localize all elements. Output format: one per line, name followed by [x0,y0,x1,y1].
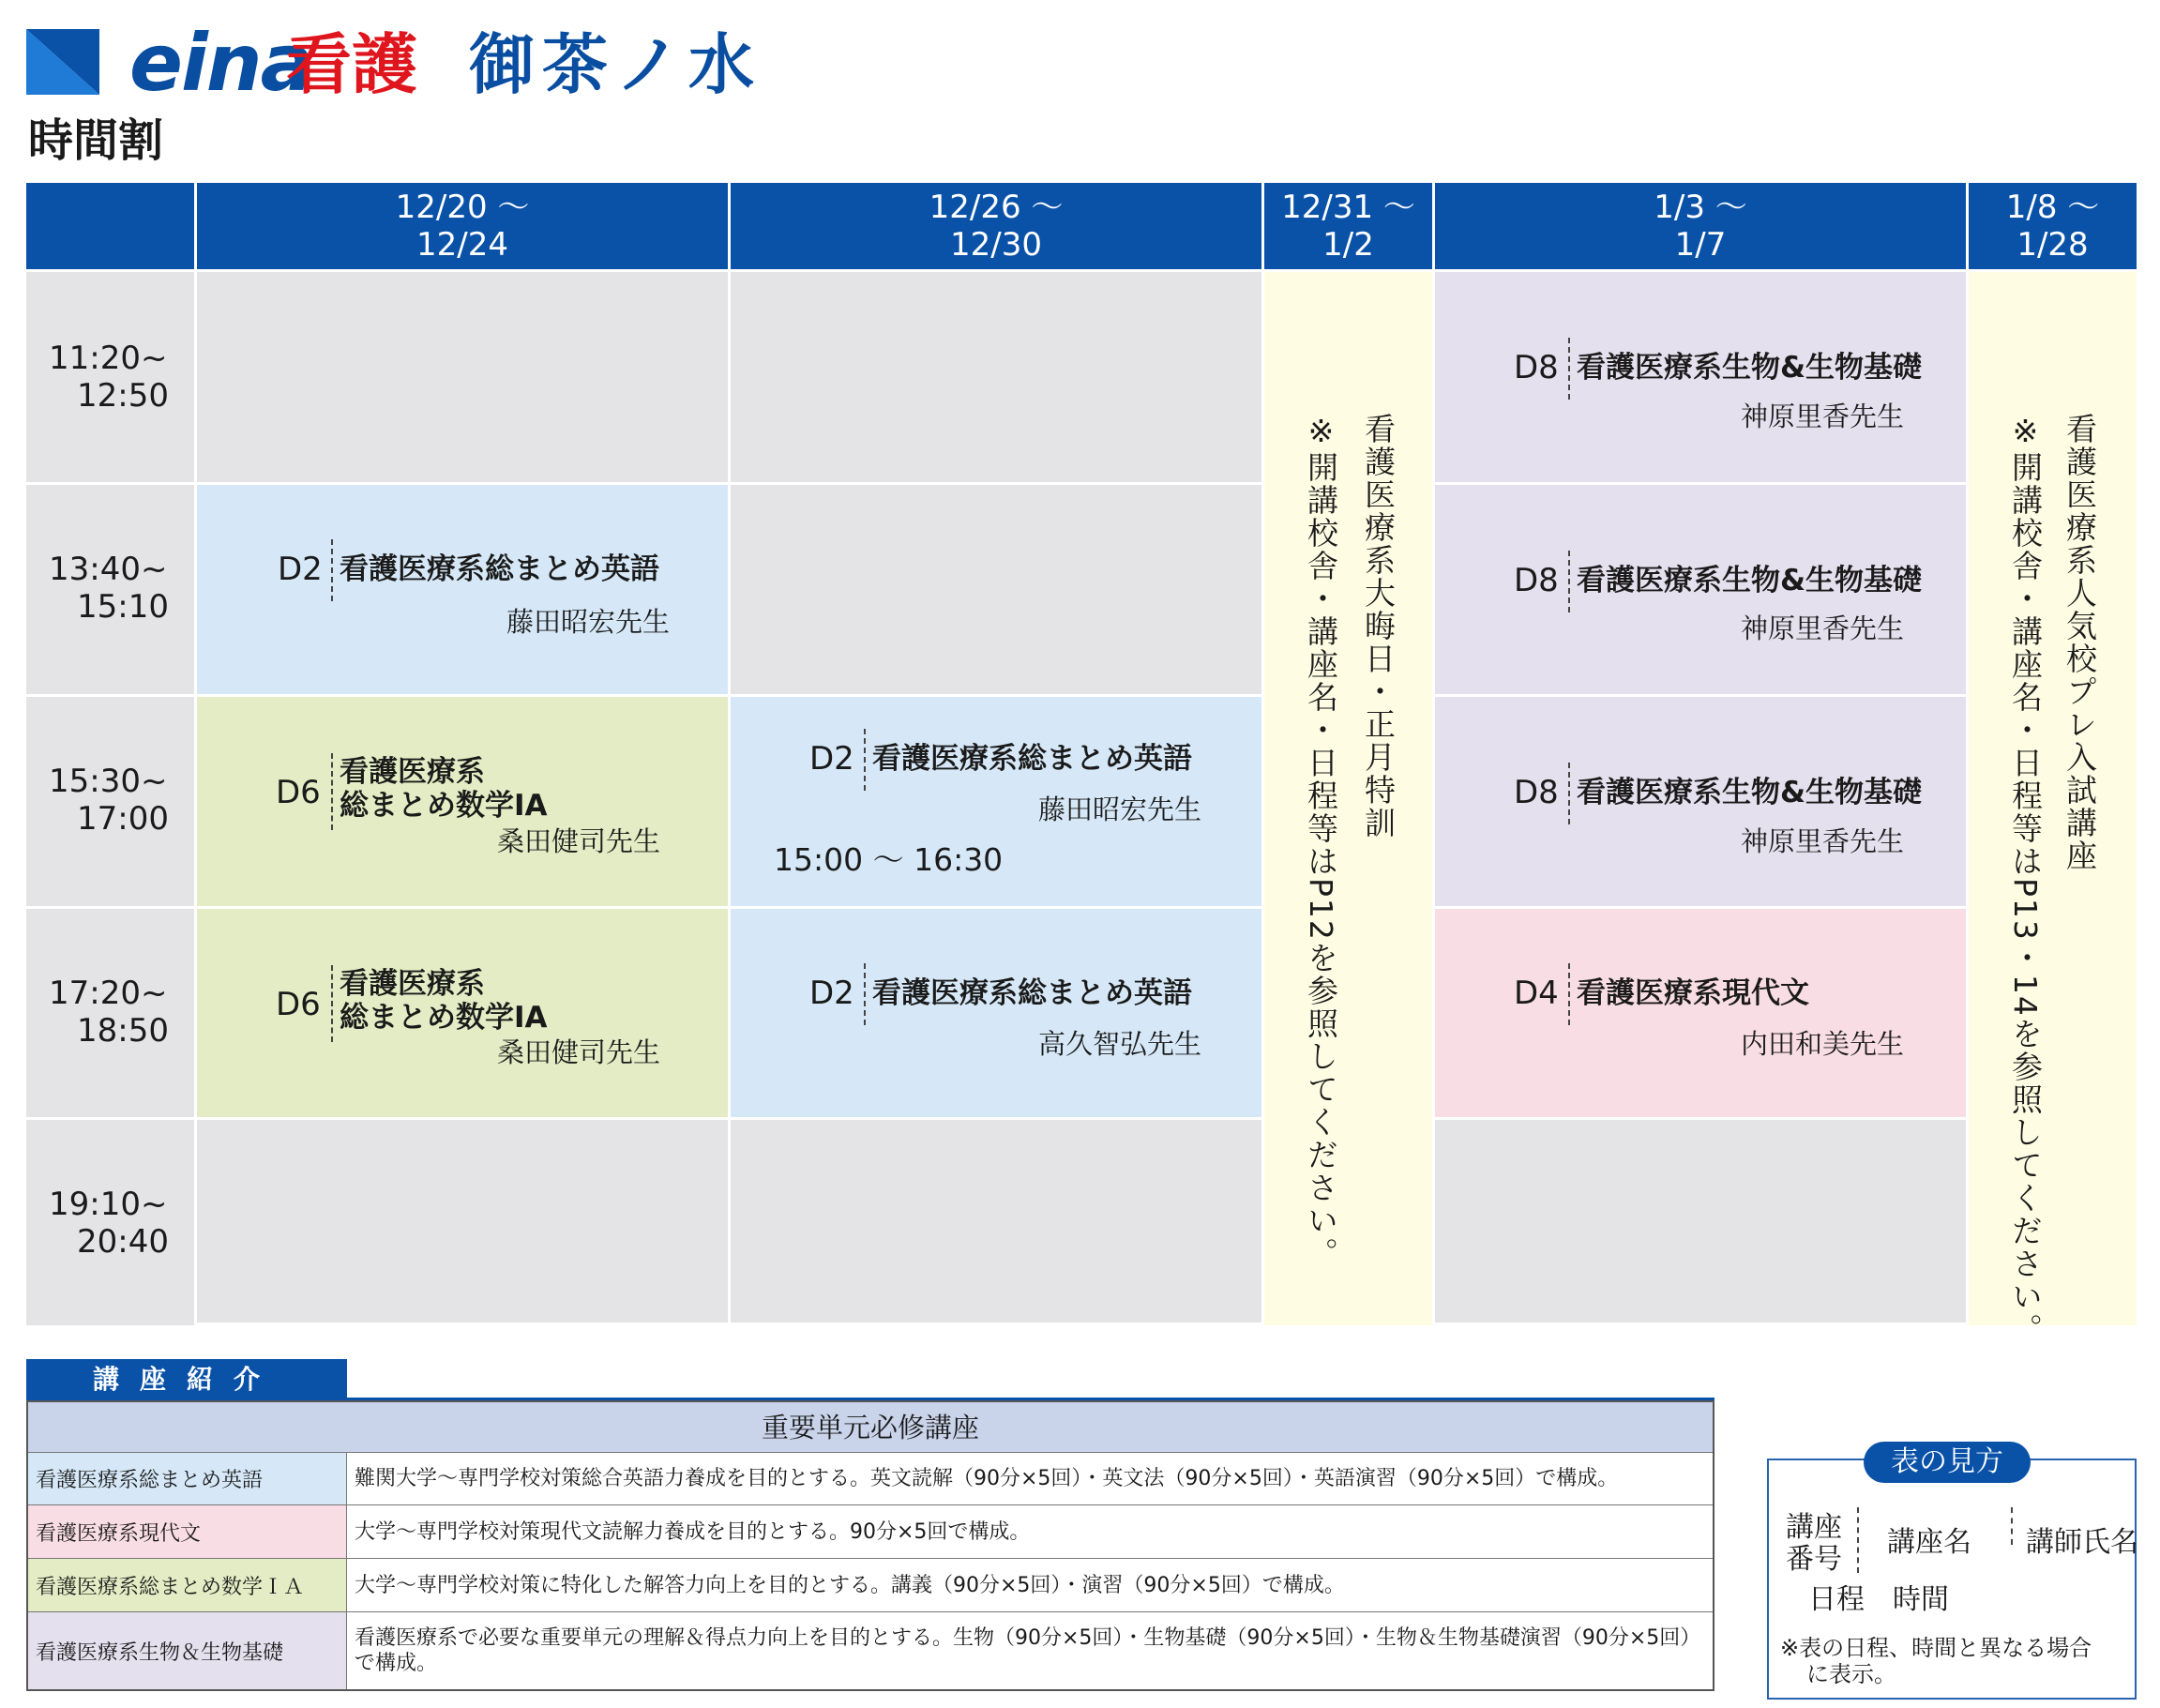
class-card-c4-p3[interactable] [1435,697,1969,909]
class-card-c4-p4[interactable] [1435,909,1969,1120]
course-intro-row [28,1505,1713,1559]
course-intro-name: 看護医療系総まとめ数学ＩＡ [28,1559,347,1611]
special-event-col5[interactable] [1969,272,2137,1346]
column-header-line2: 1/2 [1322,226,1374,264]
slot-c1-p1 [197,272,731,485]
course-intro-table [26,1400,1714,1691]
course-code: D2 [278,551,323,588]
course-intro-row [28,1559,1713,1612]
code-divider [864,729,866,791]
period-end: 17:00 [77,800,169,838]
course-intro-tab: 講座紹介 [26,1359,347,1399]
row-divider [26,482,194,485]
course-intro-name: 看護医療系現代文 [28,1505,347,1558]
period-2-time [49,551,171,626]
legend-course-name: 講座名 [1887,1526,1971,1559]
column-header-3 [1264,183,1432,269]
course-code: D8 [1514,562,1559,599]
code-divider [331,753,333,830]
code-divider [1568,763,1570,824]
legend-note-line1: ※表の日程、時間と異なる場合 [1780,1635,2092,1661]
period-end: 18:50 [77,1012,169,1050]
legend-teacher-name: 講師氏名 [2026,1526,2138,1559]
special-event-note: ※開講校舎・講座名・日程等はP12を参照してください。 [1303,413,1339,1270]
course-intro-header: 重要単元必修講座 [28,1402,1713,1453]
course-name: 看護医療系生物&生物基礎 [1577,564,1923,597]
code-divider [1568,551,1570,612]
brand-logo-ena: eina [129,17,312,109]
code-divider [1568,338,1570,400]
column-header-line2: 1/28 [2017,226,2089,264]
period-end: 15:10 [77,588,169,626]
period-4-time [49,975,171,1050]
period-start: 11:20~ [49,340,168,377]
code-divider [331,965,333,1042]
period-5-time [49,1186,171,1261]
period-start: 13:40~ [49,551,168,588]
teacher-name: 桑田健司先生 [497,825,661,857]
teacher-name: 桑田健司先生 [497,1036,661,1068]
code-divider [864,963,866,1025]
course-intro-desc: 看護医療系で必要な重要単元の理解＆得点力向上を目的とする。生物（90分×5回）・生物基礎（90分×5回）・生物＆生物基礎演習（90分×5回）で構成。 [355,1626,1701,1675]
course-code: D8 [1514,774,1559,811]
column-header-line1: 1/8 ～ [2005,189,2100,226]
teacher-name: 神原里香先生 [1741,401,1905,432]
period-start: 17:20~ [49,975,168,1012]
slot-c2-p1 [731,272,1264,485]
legend-divider-2 [2011,1507,2013,1545]
course-name-line1: 看護医療系 [340,967,485,1001]
column-header-4 [1435,183,1966,269]
course-name-line1: 看護医療系 [340,755,485,789]
course-intro-name: 看護医療系総まとめ英語 [28,1453,347,1504]
row-divider [26,1117,194,1120]
column-header-5 [1969,183,2137,269]
time-exception-note: 15:00 ～ 16:30 [774,841,1004,878]
column-header-2 [731,183,1261,269]
legend-code-line1: 講座 [1786,1511,1842,1544]
column-header-line2: 1/7 [1674,226,1727,264]
column-header-line1: 12/31 ～ [1281,189,1415,226]
page-title: 時間割 [28,114,164,167]
course-intro-row [28,1453,1713,1505]
header-corner [26,183,194,269]
course-intro-desc: 大学～専門学校対策現代文読解力養成を目的とする。90分×5回で構成。 [355,1519,1031,1544]
column-header-line1: 12/20 ～ [395,189,530,226]
special-event-title: 看護医療系人気校プレ入試講座 [2062,413,2098,872]
legend-box [1767,1459,2137,1700]
course-code: D6 [276,774,321,811]
period-1-time [49,340,171,415]
course-code: D2 [809,975,854,1012]
column-header-1 [197,183,728,269]
course-intro-row [28,1612,1713,1689]
course-name: 看護医療系総まとめ英語 [872,742,1192,776]
period-end: 20:40 [77,1223,169,1261]
class-card-c1-p4[interactable] [197,909,731,1120]
teacher-name: 内田和美先生 [1741,1028,1905,1060]
row-divider [26,906,194,909]
teacher-name: 神原里香先生 [1741,612,1905,644]
logo-mark [26,29,99,95]
teacher-name: 藤田昭宏先生 [1038,794,1202,825]
code-divider [331,539,333,601]
teacher-name: 神原里香先生 [1741,825,1905,857]
legend-note-line2: に表示。 [1806,1661,1896,1687]
period-start: 15:30~ [49,763,168,800]
course-name: 看護医療系総まとめ英語 [340,552,659,586]
period-3-time [49,763,171,838]
class-card-c4-p1[interactable] [1435,272,1969,485]
slot-c1-p5 [197,1120,731,1325]
class-card-c1-p2[interactable] [197,485,731,697]
class-card-c4-p2[interactable] [1435,485,1969,697]
course-code: D6 [276,986,321,1023]
course-intro-desc: 大学～専門学校対策に特化した解答力向上を目的とする。講義（90分×5回）・演習（90分×5回）で構成。 [355,1573,1345,1597]
course-name-line2: 総まとめ数学ⅠA [340,789,548,823]
period-start: 19:10~ [49,1186,168,1223]
column-header-line1: 1/3 ～ [1654,189,1747,226]
course-code: D8 [1514,349,1559,386]
course-code: D2 [809,740,854,778]
slot-c4-p5 [1435,1120,1969,1325]
column-header-line1: 12/26 ～ [929,189,1064,226]
teacher-name: 高久智弘先生 [1038,1028,1202,1060]
brand-logo-kango: 看護 [286,26,417,103]
course-name: 看護医療系生物&生物基礎 [1577,776,1923,809]
class-card-c2-p3[interactable] [731,697,1264,909]
course-intro-desc: 難関大学～専門学校対策総合英語力養成を目的とする。英文読解（90分×5回）・英文法（90分×5回）・英語演習（90分×5回）で構成。 [355,1467,1619,1490]
class-card-c1-p3[interactable] [197,697,731,909]
course-name: 看護医療系現代文 [1577,976,1809,1010]
course-name: 看護医療系生物&生物基礎 [1577,351,1923,385]
special-event-note: ※開講校舎・講座名・日程等はP13・14を参照してください。 [2007,413,2044,1346]
course-code: D4 [1514,975,1559,1012]
slot-c2-p5 [731,1120,1264,1325]
course-intro-name: 看護医療系生物＆生物基礎 [28,1612,347,1689]
campus-name: 御茶ノ水 [469,26,762,103]
code-divider [1568,963,1570,1025]
special-event-col3[interactable] [1264,272,1435,1325]
course-name-line2: 総まとめ数学ⅠA [340,1001,548,1035]
column-header-line2: 12/24 [416,226,508,264]
teacher-name: 藤田昭宏先生 [506,606,671,638]
legend-code-line2: 番号 [1786,1543,1842,1576]
course-name: 看護医療系総まとめ英語 [872,976,1192,1010]
legend-divider-1 [1857,1507,1859,1573]
legend-title: 表の見方 [1864,1442,2031,1483]
slot-c2-p2 [731,485,1264,697]
special-event-title: 看護医療系大晦日・正月特訓 [1360,413,1397,839]
class-card-c2-p4[interactable] [731,909,1264,1120]
row-divider [26,694,194,697]
legend-schedule: 日程 時間 [1808,1583,1949,1616]
column-header-line2: 12/30 [950,226,1042,264]
period-end: 12:50 [77,377,169,415]
